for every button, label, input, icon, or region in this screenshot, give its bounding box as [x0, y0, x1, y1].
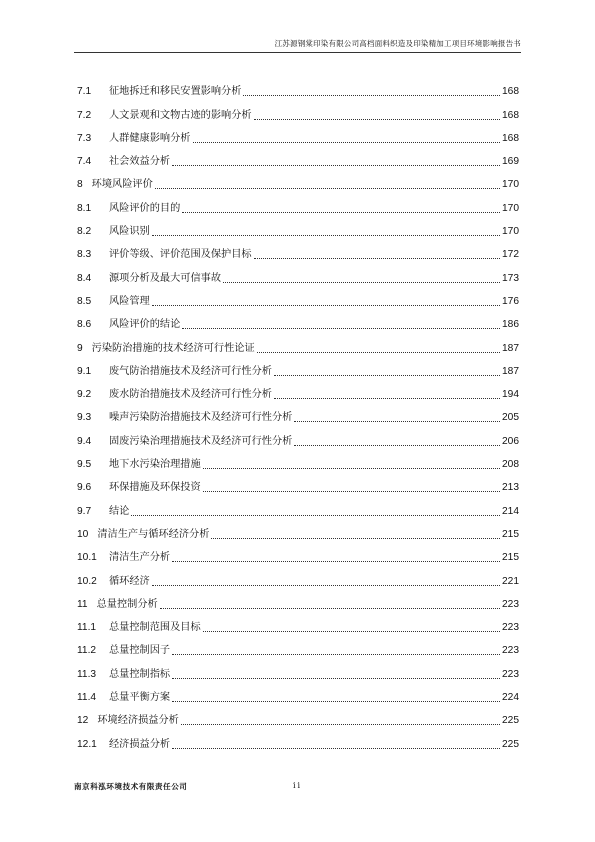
toc-entry-number: 7.3	[77, 132, 92, 144]
toc-entry[interactable]	[77, 331, 519, 354]
header-rule	[74, 52, 521, 53]
toc-entry-number: 11.3	[77, 668, 97, 680]
toc-dot-leader	[203, 468, 500, 469]
toc-dot-leader	[172, 701, 500, 702]
toc-entry-number: 10.2	[77, 575, 97, 587]
toc-entry-number: 8.3	[77, 249, 92, 261]
table-of-contents	[77, 75, 519, 751]
toc-entry-page: 187	[502, 365, 519, 377]
toc-entry-page: 170	[502, 202, 519, 214]
toc-entry-title: 社会效益分析	[109, 156, 171, 168]
toc-entry[interactable]	[77, 261, 519, 284]
toc-entry-title: 清洁生产与循环经济分析	[97, 528, 210, 540]
toc-dot-leader	[203, 631, 500, 632]
toc-entry-page: 225	[502, 738, 519, 750]
toc-entry-title: 风险识别	[109, 226, 150, 238]
toc-entry[interactable]	[77, 541, 519, 564]
toc-entry-page: 225	[502, 715, 519, 727]
toc-dot-leader	[294, 421, 500, 422]
toc-entry-title: 人文景观和文物古迹的影响分析	[109, 109, 252, 121]
toc-entry-page: 170	[502, 179, 519, 191]
toc-dot-leader	[203, 491, 500, 492]
toc-entry[interactable]	[77, 564, 519, 587]
toc-entry-page: 224	[502, 692, 519, 704]
toc-entry-number: 11.2	[77, 645, 97, 657]
toc-dot-leader	[172, 748, 500, 749]
toc-entry-title: 总量平衡方案	[109, 692, 171, 704]
toc-entry-number: 8.2	[77, 226, 92, 238]
footer-page-number: ii	[292, 781, 303, 790]
toc-entry-number: 9.3	[77, 412, 92, 424]
toc-entry[interactable]	[77, 471, 519, 494]
toc-dot-leader	[211, 538, 500, 539]
toc-entry-title: 总量控制分析	[96, 598, 158, 610]
toc-entry-page: 172	[502, 249, 519, 261]
toc-entry-title: 总量控制范围及目标	[109, 622, 201, 634]
toc-entry-number: 9.6	[77, 482, 92, 494]
toc-entry[interactable]	[77, 308, 519, 331]
toc-entry-number: 9.4	[77, 435, 92, 447]
toc-entry-number: 8.5	[77, 295, 92, 307]
toc-dot-leader	[294, 445, 500, 446]
toc-entry-number: 9.7	[77, 505, 92, 517]
toc-entry-page: 176	[502, 295, 519, 307]
toc-entry-number: 9.2	[77, 389, 92, 401]
toc-entry-number: 8	[77, 179, 83, 191]
toc-dot-leader	[193, 142, 501, 143]
toc-entry[interactable]	[77, 238, 519, 261]
toc-entry[interactable]	[77, 727, 519, 750]
toc-dot-leader	[172, 654, 500, 655]
toc-dot-leader	[155, 188, 500, 189]
toc-entry[interactable]	[77, 75, 519, 98]
toc-entry-title: 地下水污染治理措施	[109, 459, 201, 471]
toc-entry-title: 环境经济损益分析	[97, 715, 179, 727]
toc-entry-page: 168	[502, 132, 519, 144]
toc-entry-title: 环境风险评价	[91, 179, 153, 191]
toc-entry-number: 7.4	[77, 156, 92, 168]
toc-entry-page: 168	[502, 109, 519, 121]
toc-entry-page: 187	[502, 342, 519, 354]
toc-entry-page: 173	[502, 272, 519, 284]
running-header: 江苏源钢棠印染有限公司高档面料织造及印染精加工项目环境影响报告书	[274, 39, 521, 48]
toc-entry-page: 215	[502, 528, 519, 540]
toc-entry[interactable]	[77, 122, 519, 145]
toc-entry-number: 8.1	[77, 202, 92, 214]
toc-entry[interactable]	[77, 518, 519, 541]
toc-entry-page: 186	[502, 319, 519, 331]
toc-entry-page: 223	[502, 598, 519, 610]
toc-dot-leader	[172, 165, 500, 166]
toc-entry[interactable]	[77, 634, 519, 657]
toc-entry[interactable]	[77, 168, 519, 191]
toc-entry-title: 循环经济	[109, 575, 150, 587]
toc-entry-page: 170	[502, 226, 519, 238]
toc-entry-page: 169	[502, 156, 519, 168]
toc-dot-leader	[274, 398, 500, 399]
toc-entry[interactable]	[77, 285, 519, 308]
toc-entry-number: 11.4	[77, 692, 97, 704]
toc-entry-number: 7.1	[77, 86, 92, 98]
toc-entry[interactable]	[77, 401, 519, 424]
toc-entry-number: 9.1	[77, 365, 92, 377]
toc-entry-title: 污染防治措施的技术经济可行性论证	[91, 342, 255, 354]
toc-dot-leader	[257, 352, 500, 353]
toc-entry-title: 风险管理	[109, 295, 150, 307]
toc-entry[interactable]	[77, 657, 519, 680]
toc-entry-number: 9.5	[77, 459, 92, 471]
toc-entry[interactable]	[77, 588, 519, 611]
toc-entry-title: 源项分析及最大可信事故	[109, 272, 222, 284]
toc-entry-title: 评价等级、评价范围及保护目标	[109, 249, 252, 261]
toc-dot-leader	[223, 282, 500, 283]
toc-dot-leader	[182, 212, 500, 213]
toc-entry-number: 8.4	[77, 272, 92, 284]
toc-entry-number: 11	[77, 598, 88, 610]
toc-entry-title: 风险评价的目的	[109, 202, 181, 214]
toc-entry-page: 223	[502, 645, 519, 657]
toc-entry-number: 12	[77, 715, 89, 727]
toc-entry-title: 固废污染治理措施技术及经济可行性分析	[109, 435, 293, 447]
toc-entry-number: 9	[77, 342, 83, 354]
toc-entry-title: 经济损益分析	[109, 738, 171, 750]
toc-entry-page: 223	[502, 668, 519, 680]
toc-entry-title: 噪声污染防治措施技术及经济可行性分析	[109, 412, 293, 424]
toc-entry-page: 221	[502, 575, 519, 587]
toc-entry[interactable]	[77, 355, 519, 378]
toc-entry[interactable]	[77, 215, 519, 238]
toc-dot-leader	[181, 724, 500, 725]
toc-dot-leader	[160, 608, 500, 609]
toc-entry-number: 10	[77, 528, 89, 540]
toc-dot-leader	[254, 119, 500, 120]
toc-entry[interactable]	[77, 191, 519, 214]
footer-company: 南京科泓环境技术有限责任公司	[74, 782, 188, 791]
toc-entry-title: 总量控制指标	[109, 668, 171, 680]
toc-entry-title: 环保措施及环保投资	[109, 482, 201, 494]
toc-entry-number: 7.2	[77, 109, 92, 121]
toc-entry[interactable]	[77, 681, 519, 704]
toc-entry-page: 205	[502, 412, 519, 424]
toc-entry[interactable]	[77, 98, 519, 121]
toc-dot-leader	[152, 585, 500, 586]
toc-entry-title: 废水防治措施技术及经济可行性分析	[109, 389, 272, 401]
toc-dot-leader	[274, 375, 500, 376]
toc-dot-leader	[254, 258, 500, 259]
toc-entry-title: 结论	[109, 505, 130, 517]
toc-entry[interactable]	[77, 448, 519, 471]
toc-entry[interactable]	[77, 494, 519, 517]
toc-dot-leader	[152, 305, 500, 306]
toc-entry[interactable]	[77, 424, 519, 447]
toc-entry[interactable]	[77, 704, 519, 727]
toc-entry-title: 清洁生产分析	[109, 552, 171, 564]
toc-dot-leader	[172, 678, 500, 679]
toc-entry-title: 风险评价的结论	[109, 319, 181, 331]
toc-dot-leader	[131, 515, 500, 516]
toc-entry-page: 214	[502, 505, 519, 517]
toc-dot-leader	[243, 95, 500, 96]
toc-dot-leader	[152, 235, 500, 236]
toc-entry-title: 总量控制因子	[109, 645, 171, 657]
toc-entry-number: 10.1	[77, 552, 97, 564]
toc-entry-page: 223	[502, 622, 519, 634]
toc-dot-leader	[182, 328, 500, 329]
toc-entry[interactable]	[77, 611, 519, 634]
toc-entry-number: 8.6	[77, 319, 92, 331]
toc-entry[interactable]	[77, 378, 519, 401]
toc-entry-title: 废气防治措施技术及经济可行性分析	[109, 365, 272, 377]
toc-entry-page: 213	[502, 482, 519, 494]
toc-entry-page: 194	[502, 389, 519, 401]
toc-entry-page: 215	[502, 552, 519, 564]
toc-entry-page: 208	[502, 459, 519, 471]
toc-entry-number: 11.1	[77, 622, 97, 634]
toc-entry-title: 人群健康影响分析	[109, 132, 191, 144]
toc-entry[interactable]	[77, 145, 519, 168]
toc-dot-leader	[172, 561, 500, 562]
toc-entry-page: 168	[502, 86, 519, 98]
toc-entry-page: 206	[502, 435, 519, 447]
toc-entry-title: 征地拆迁和移民安置影响分析	[109, 86, 242, 98]
toc-entry-number: 12.1	[77, 738, 97, 750]
